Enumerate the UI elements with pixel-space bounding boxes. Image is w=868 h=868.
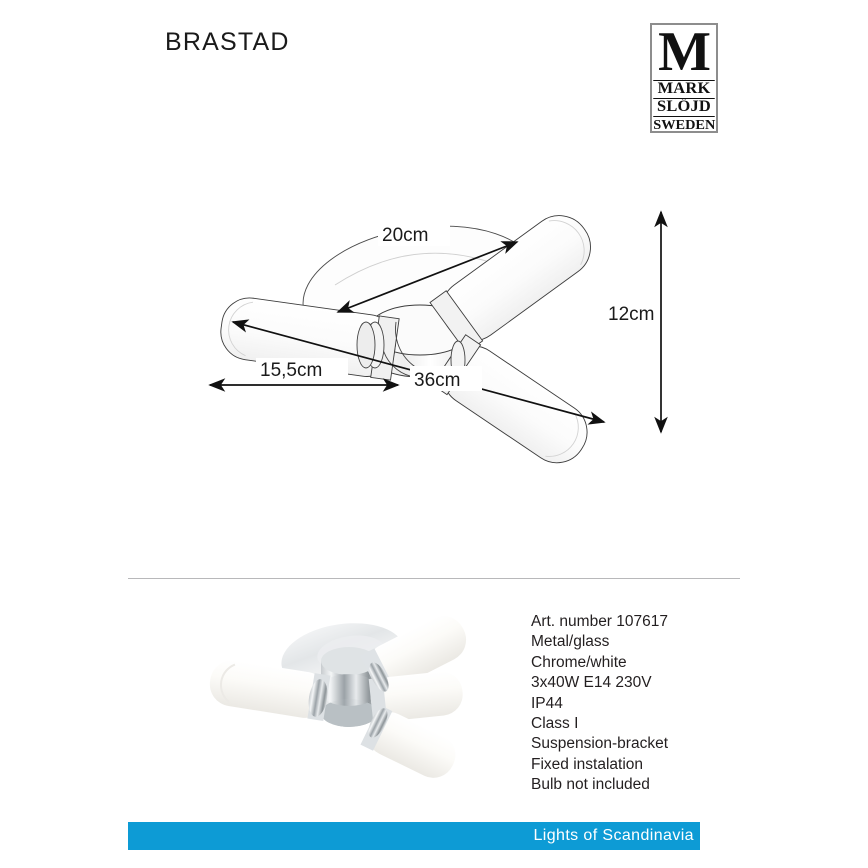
dimension-label-15-5cm: 15,5cm bbox=[260, 360, 323, 381]
dimension-label-12cm: 12cm bbox=[608, 304, 655, 325]
brand-logo bbox=[650, 23, 718, 133]
footer-bar bbox=[128, 822, 700, 850]
spec-ip-rating: IP44 bbox=[531, 694, 563, 712]
footer-tagline: Lights of Scandinavia bbox=[533, 827, 694, 844]
logo-word-slojd: SLÖJD bbox=[653, 98, 714, 115]
page-title: BRASTAD bbox=[165, 28, 290, 56]
dimension-label-36cm: 36cm bbox=[414, 370, 461, 391]
spec-finish: Chrome/white bbox=[531, 653, 627, 671]
spec-lamp: 3x40W E14 230V bbox=[531, 674, 652, 692]
spec-art-number: Art. number 107617 bbox=[531, 613, 669, 630]
product-photo bbox=[175, 605, 475, 795]
section-divider bbox=[128, 578, 740, 579]
spec-mounting: Suspension-bracket bbox=[531, 735, 668, 753]
spec-installation: Fixed instalation bbox=[531, 755, 644, 773]
product-specs bbox=[531, 612, 771, 796]
technical-drawing bbox=[120, 180, 740, 470]
spec-material: Metal/glass bbox=[531, 633, 610, 651]
spec-bulb-included: Bulb not included bbox=[531, 776, 650, 794]
spec-protection-class: Class I bbox=[531, 715, 579, 733]
logo-monogram-m: M bbox=[658, 21, 710, 83]
logo-word-mark: MARK bbox=[653, 80, 714, 97]
dimension-label-20cm: 20cm bbox=[382, 225, 429, 246]
dimension-height bbox=[608, 212, 661, 432]
logo-word-sweden: SWEDEN bbox=[653, 117, 716, 132]
